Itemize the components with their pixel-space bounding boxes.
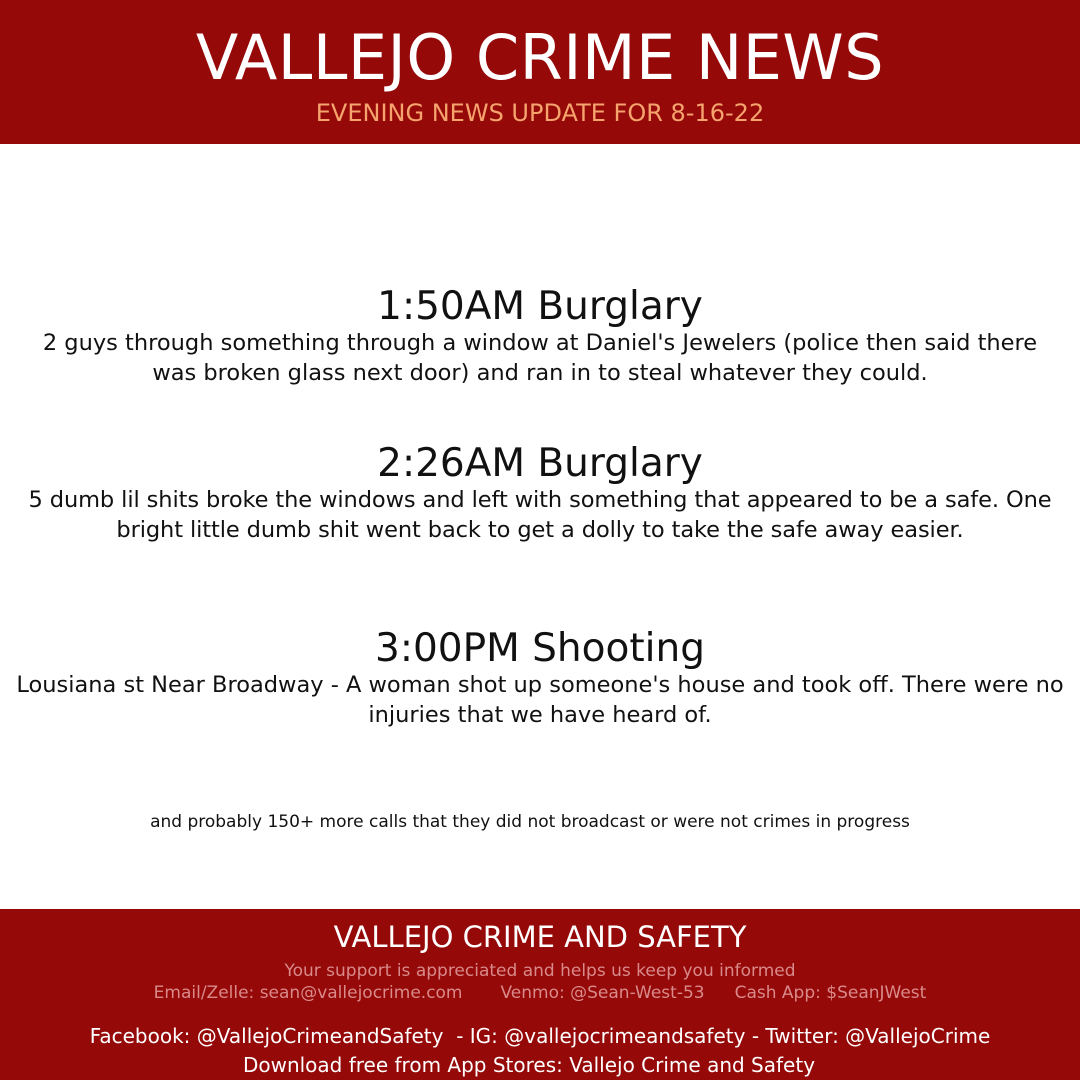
incident-heading: 1:50AM Burglary [377, 284, 703, 329]
incident-heading: 3:00PM Shooting [375, 626, 705, 671]
incident-description: 5 dumb lil shits broke the windows and left with something that appeared to be a safe. One bright little dumb shit went back to get a dolly to take the safe away easier. [28, 487, 1052, 543]
footer-banner [0, 909, 1080, 1080]
email-zelle-info: Email/Zelle: sean@vallejocrime.com [153, 983, 463, 1003]
app-download-info: Download free from App Stores: Vallejo Crime and Safety [242, 1053, 816, 1077]
social-links: Facebook: @VallejoCrimeandSafety - IG: @vallejocrimeandsafety - Twitter: @VallejoCrime [89, 1024, 991, 1048]
calls-note: and probably 150+ more calls that they did not broadcast or were not crimes in progress [150, 812, 910, 832]
footer-title: VALLEJO CRIME AND SAFETY [333, 920, 747, 954]
incident-description: Lousiana st Near Broadway - A woman shot up someone's house and took off. There were no injuries that we have heard of. [16, 672, 1064, 728]
incident-description: 2 guys through something through a window at Daniel's Jewelers (police then said there was broken glass next door) and ran in to steal whatever they could. [42, 330, 1038, 386]
incident-item [0, 286, 1080, 388]
page-title: VALLEJO CRIME NEWS [195, 21, 885, 94]
payment-info [0, 982, 1080, 1004]
header-banner [0, 0, 1080, 144]
cashapp-info: Cash App: $SeanJWest [734, 983, 927, 1003]
venmo-info: Venmo: @Sean-West-53 [500, 983, 705, 1003]
support-message: Your support is appreciated and helps us keep you informed [284, 961, 796, 981]
page-subtitle: EVENING NEWS UPDATE FOR 8-16-22 [315, 99, 765, 127]
incident-heading: 2:26AM Burglary [377, 441, 703, 486]
incident-item [0, 628, 1080, 730]
incident-item [0, 443, 1080, 545]
